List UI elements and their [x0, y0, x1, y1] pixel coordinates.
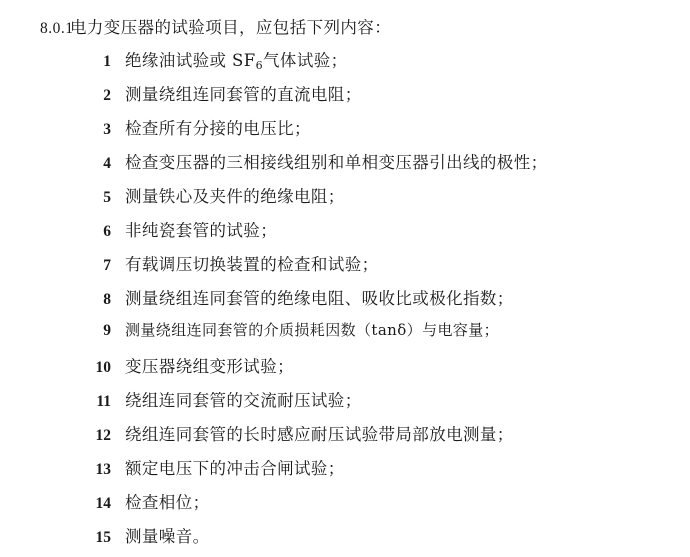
list-item — [0, 455, 690, 489]
list-item-label: 绕组连同套管的长时感应耐压试验带局部放电测量； — [125, 425, 514, 444]
list-item-number: 1 — [103, 53, 111, 70]
list-item-label: 检查变压器的三相接线组别和单相变压器引出线的极性； — [125, 153, 548, 172]
list-item-number: 10 — [95, 359, 111, 376]
list-item-number: 5 — [103, 189, 111, 206]
list-item-number: 14 — [95, 495, 111, 512]
list-item — [0, 81, 690, 115]
list-item-label: 绝缘油试验或 $SF_6$气体试验； — [125, 51, 348, 72]
list-item-number: 2 — [103, 87, 111, 104]
list-item-label: 绕组连同套管的交流耐压试验； — [125, 391, 362, 410]
list-item-number: 8 — [103, 291, 111, 308]
clause-text: 电力变压器的试验项目，应包括下列内容： — [70, 18, 392, 37]
list-item-label: 非纯瓷套管的试验； — [125, 221, 278, 240]
list-item — [0, 217, 690, 251]
list-item-label: 变压器绕组变形试验； — [125, 357, 294, 376]
clause-number: 8.0.1 — [40, 20, 74, 37]
list-item — [0, 149, 690, 183]
list-item — [0, 523, 690, 557]
list-item — [0, 387, 690, 421]
list-item-label: 测量噪音。 — [125, 527, 210, 546]
list-item-label: 有载调压切换装置的检查和试验； — [125, 255, 379, 274]
list-item-number: 11 — [96, 393, 111, 410]
list-item-number: 6 — [103, 223, 111, 240]
list-item-number: 7 — [103, 257, 111, 274]
list-item-number: 15 — [95, 529, 111, 546]
list-item — [0, 319, 690, 353]
list-item-number: 13 — [95, 461, 111, 478]
list-item-label: 测量绕组连同套管的直流电阻； — [125, 85, 362, 104]
list-item-label: 检查相位； — [125, 493, 210, 512]
list-item — [0, 489, 690, 523]
test-item-list — [0, 47, 690, 557]
list-item — [0, 251, 690, 285]
list-item-label: 测量铁心及夹件的绝缘电阻； — [125, 187, 345, 206]
list-item-number: 9 — [103, 322, 111, 339]
list-item-number: 4 — [103, 155, 111, 172]
list-item — [0, 47, 690, 81]
list-item-label: 额定电压下的冲击合闸试验； — [125, 459, 345, 478]
list-item — [0, 285, 690, 319]
list-item — [0, 115, 690, 149]
list-item-number: 12 — [95, 427, 111, 444]
list-item — [0, 421, 690, 455]
clause-heading — [0, 14, 690, 38]
list-item — [0, 353, 690, 387]
list-item-label: 测量绕组连同套管的介质损耗因数（tanδ）与电容量； — [125, 321, 500, 339]
list-item-label: 检查所有分接的电压比； — [125, 119, 311, 138]
list-item — [0, 183, 690, 217]
list-item-number: 3 — [103, 121, 111, 138]
list-item-label: 测量绕组连同套管的绝缘电阻、吸收比或极化指数； — [125, 289, 514, 308]
